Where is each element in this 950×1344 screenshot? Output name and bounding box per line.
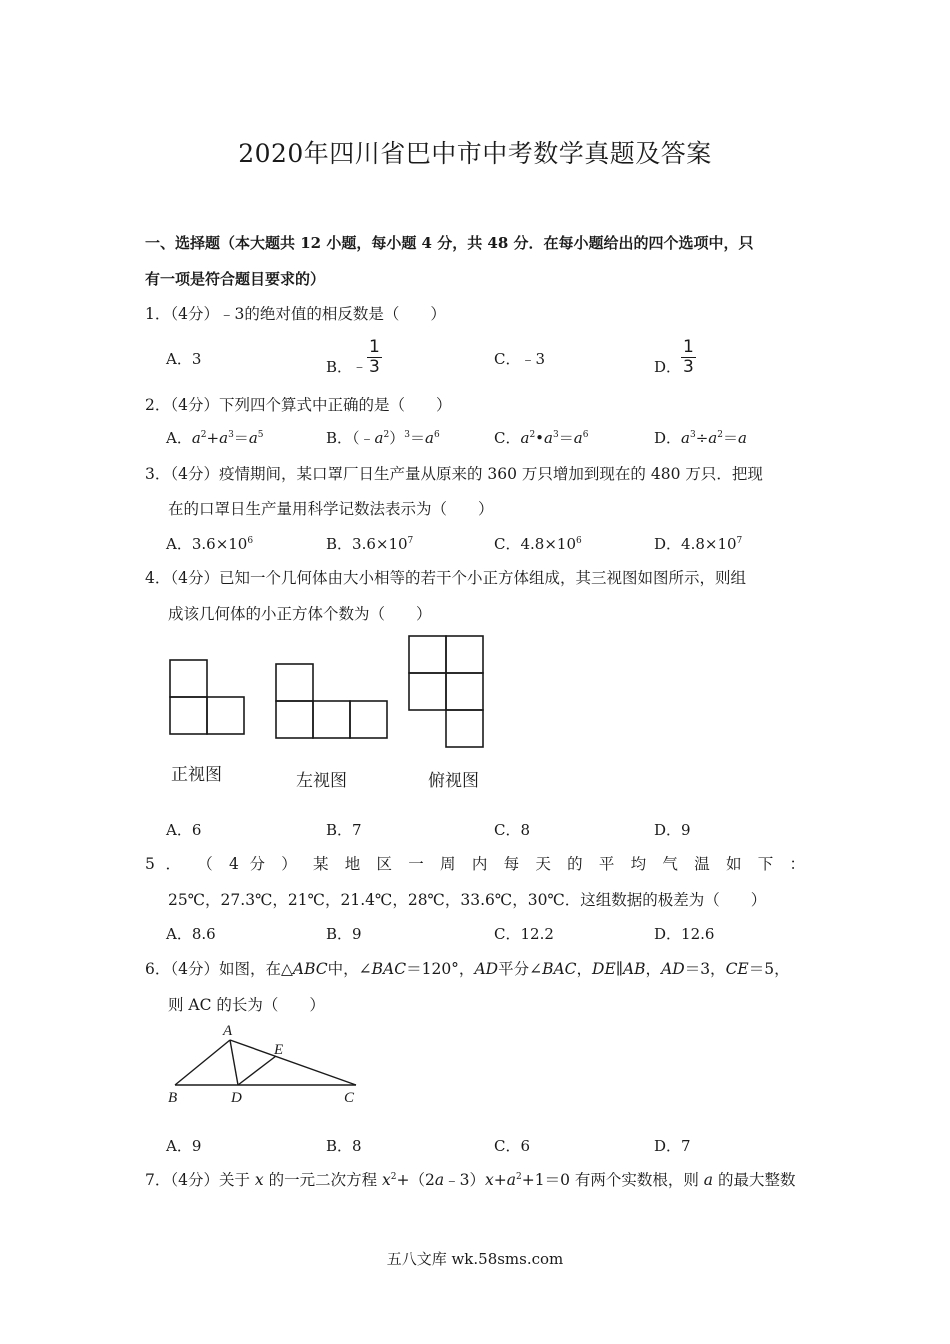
q3-line1: 3．（4分）疫情期间，某口罩厂日生产量从原来的 360 万只增加到现在的 480 万只．把现 bbox=[145, 465, 763, 483]
q1-option-b bbox=[326, 338, 382, 377]
q6-option-c: C．6 bbox=[494, 1137, 531, 1155]
q3-option-b: B．$3.6\times 10^7$ bbox=[326, 535, 414, 553]
q4-line2: 成该几何体的小正方体个数为（ ） bbox=[168, 605, 432, 623]
q1-option-b-denominator: 3 bbox=[369, 357, 380, 377]
point-c-label: C bbox=[344, 1090, 355, 1106]
q1-option-b-fraction bbox=[367, 338, 382, 377]
q4-option-c: C．8 bbox=[494, 821, 531, 839]
q1-option-d bbox=[654, 338, 696, 377]
q1-option-b-prefix: B． bbox=[326, 357, 353, 376]
q4-option-d: D．9 bbox=[654, 821, 691, 839]
q4-option-a: A．6 bbox=[166, 821, 202, 839]
page-title: 2020年四川省巴中市中考数学真题及答案 bbox=[238, 139, 712, 168]
q2-option-d: D．$a^3\div a^2=a$ bbox=[654, 429, 747, 447]
point-a-label: A bbox=[223, 1023, 233, 1039]
q5-line1: 5 ． （ 4 分 ） 某 地 区 一 周 内 每 天 的 平 均 气 温 如 下 ： bbox=[145, 855, 805, 873]
q6-line2: 则 AC 的长为（ ） bbox=[168, 996, 325, 1014]
q1-option-d-fraction bbox=[681, 338, 696, 377]
q1-stem: 1．（4分）﹣3的绝对值的相反数是（ ） bbox=[145, 305, 446, 323]
point-e-label: E bbox=[274, 1042, 284, 1058]
q1-option-d-prefix: D． bbox=[654, 357, 682, 376]
q6-option-a: A．9 bbox=[166, 1137, 202, 1155]
q2-option-c: C．$a^2•a^3=a^6$ bbox=[494, 429, 589, 447]
left-view-label: 左视图 bbox=[296, 771, 347, 791]
q2-stem: 2．（4分）下列四个算式中正确的是（ ） bbox=[145, 396, 452, 414]
q1-option-d-numerator: 1 bbox=[683, 337, 694, 357]
q5-option-c: C．12.2 bbox=[494, 925, 554, 943]
segment-ab bbox=[175, 1040, 230, 1085]
q2-option-b: B．$(﹣a^2)^3=a^6$ bbox=[326, 429, 440, 447]
q1-option-b-numerator: 1 bbox=[369, 337, 380, 357]
q6-option-b: B．8 bbox=[326, 1137, 362, 1155]
q6-option-d: D．7 bbox=[654, 1137, 691, 1155]
q3-option-a: A．$3.6\times 10^6$ bbox=[166, 535, 254, 553]
point-d-label: D bbox=[231, 1090, 242, 1106]
top-view-label: 俯视图 bbox=[428, 771, 479, 791]
segment-de bbox=[238, 1056, 276, 1085]
page-footer: 五八文库 wk.58sms.com bbox=[386, 1250, 564, 1268]
q1-option-d-denominator: 3 bbox=[683, 357, 694, 377]
front-view-drawing bbox=[170, 660, 244, 734]
q4-line1: 4．（4分）已知一个几何体由大小相等的若干个小正方体组成，其三视图如图所示，则组 bbox=[145, 569, 746, 587]
q4-option-b: B．7 bbox=[326, 821, 362, 839]
q3-option-d: D．$4.8\times 10^7$ bbox=[654, 535, 743, 553]
q1-option-b-sign: ﹣ bbox=[352, 356, 368, 375]
q6-line1: 6．（4分）如图，在△ABC中，∠BAC＝120°，AD平分∠BAC，DE∥AB，AD＝3，CE＝5， bbox=[145, 960, 790, 978]
q1-option-c: C．﹣3 bbox=[494, 350, 546, 368]
q2-option-a: A．$a^2+a^3=a^5$ bbox=[166, 429, 264, 447]
section-heading-line1: 一、选择题（本大题共 12 小题，每小题 4 分，共 48 分．在每小题给出的四个选项中，只 bbox=[145, 234, 754, 252]
top-view-drawing bbox=[409, 636, 483, 747]
q4-three-views-figure bbox=[160, 630, 500, 760]
q5-option-b: B．9 bbox=[326, 925, 362, 943]
q1-option-a: A．3 bbox=[166, 350, 202, 368]
q3-option-c: C．$4.8\times 10^6$ bbox=[494, 535, 582, 553]
section-heading-line2: 有一项是符合题目要求的） bbox=[145, 270, 326, 288]
q5-option-d: D．12.6 bbox=[654, 925, 715, 943]
left-view-drawing bbox=[276, 664, 387, 738]
q7-line1: 7．（4分）关于 x 的一元二次方程 $x^2+(2a﹣3)x+a^2+1=0$ 有两个实数根，则 a 的最大整数 bbox=[145, 1171, 796, 1189]
q5-line2: 25℃，27.3℃，21℃，21.4℃，28℃，33.6℃，30℃．这组数据的极差为（ ） bbox=[168, 891, 767, 909]
point-b-label: B bbox=[168, 1090, 178, 1106]
q5-option-a: A．8.6 bbox=[166, 925, 216, 943]
segment-ac bbox=[230, 1040, 356, 1085]
q6-triangle-figure bbox=[160, 1018, 370, 1110]
segment-ad bbox=[230, 1040, 238, 1085]
front-view-label: 正视图 bbox=[171, 765, 222, 785]
q3-line2: 在的口罩日生产量用科学记数法表示为（ ） bbox=[168, 500, 494, 518]
